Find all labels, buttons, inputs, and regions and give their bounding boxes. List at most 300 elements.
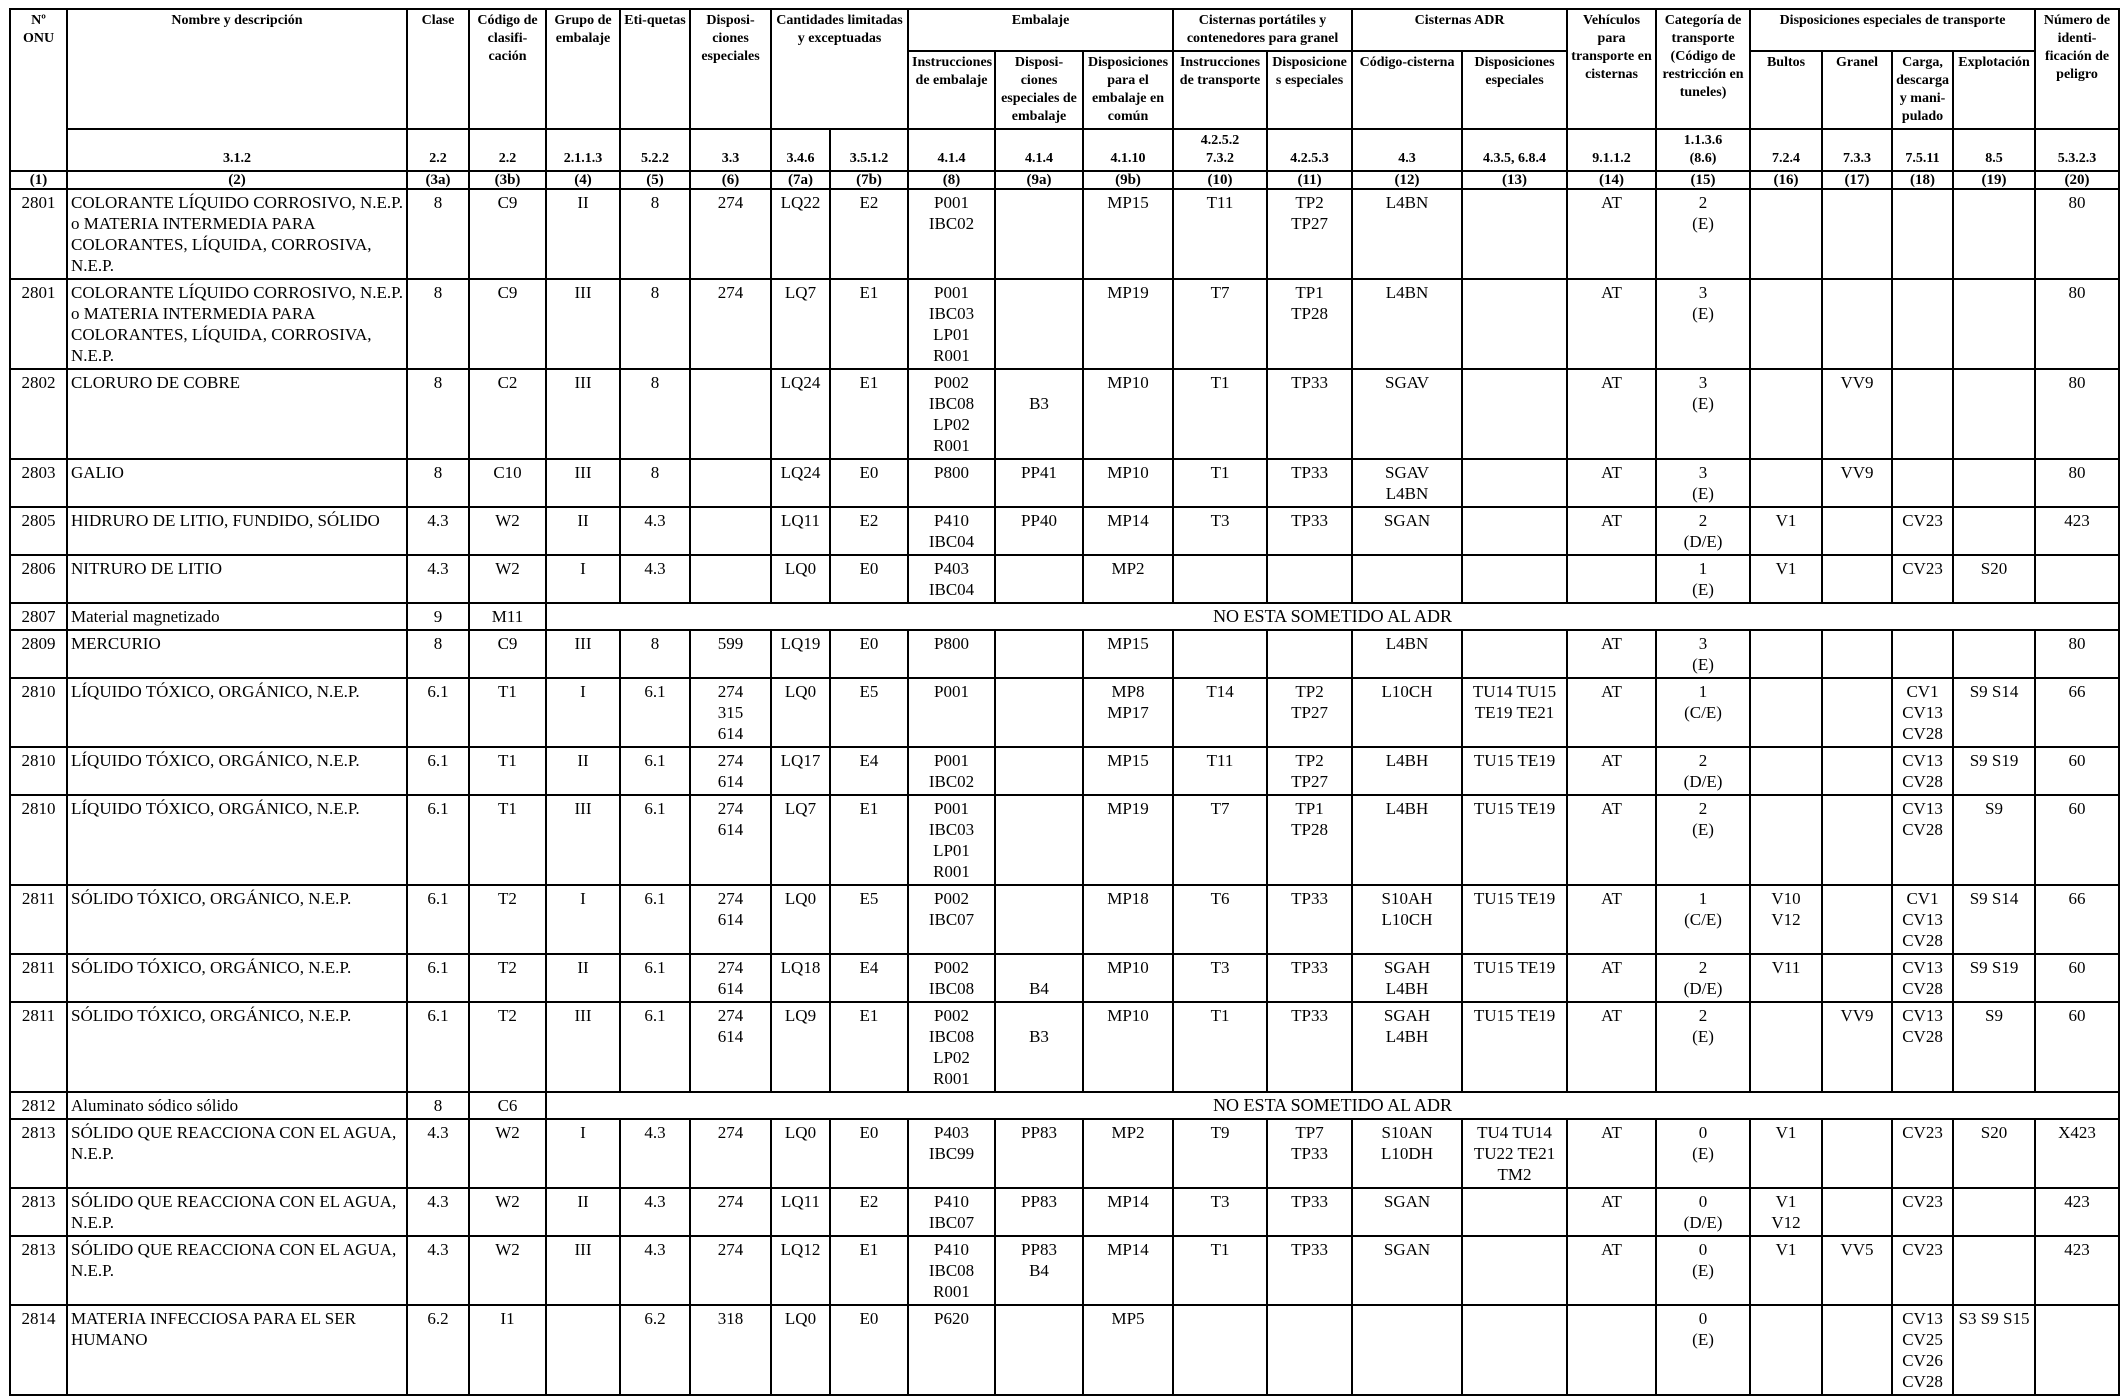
ref-vehicles: 9.1.1.2 — [1567, 129, 1656, 171]
table-cell: TP2 TP27 — [1267, 747, 1352, 795]
table-cell — [995, 747, 1083, 795]
not-subject-notice: NO ESTA SOMETIDO AL ADR — [546, 1092, 2119, 1119]
table-cell: E2 — [830, 1188, 908, 1236]
header-adr-tank-special-title: Disposiciones especiales — [1474, 55, 1555, 88]
table-cell — [1822, 189, 1892, 279]
name-cell: GALIO — [67, 459, 407, 507]
table-cell: MP15 — [1083, 747, 1173, 795]
ref-bulk: 7.3.3 — [1822, 129, 1892, 171]
table-cell: I — [546, 885, 620, 954]
table-cell: T6 — [1173, 885, 1267, 954]
table-cell: LQ22 — [771, 189, 830, 279]
table-cell: 2 (E) — [1656, 1002, 1750, 1092]
un-number-cell: 2812 — [10, 1092, 67, 1119]
header-special-provisions — [690, 9, 771, 129]
header-special-transport-provisions — [1750, 9, 2035, 51]
table-cell — [1462, 279, 1567, 369]
table-cell — [1822, 1119, 1892, 1188]
table-body — [10, 189, 2119, 1395]
name-cell: Aluminato sódico sólido — [67, 1092, 407, 1119]
name-cell: COLORANTE LÍQUIDO CORROSIVO, N.E.P. o MATERIA INTERMEDIA PARA COLORANTES, LÍQUIDA, CORROSIVA, N.E.P. — [67, 189, 407, 279]
column-number: (7b) — [830, 171, 908, 189]
table-cell: PP83 — [995, 1119, 1083, 1188]
table-cell: T1 — [469, 678, 546, 747]
table-cell: 274 — [690, 279, 771, 369]
table-cell: 60 — [2035, 954, 2119, 1002]
table-cell: MP14 — [1083, 1188, 1173, 1236]
table-cell: V11 — [1750, 954, 1822, 1002]
table-cell: TP33 — [1267, 1236, 1352, 1305]
un-number-cell: 2813 — [10, 1236, 67, 1305]
table-cell: S9 — [1953, 1002, 2035, 1092]
table-cell — [690, 555, 771, 603]
header-bulk-title: Granel — [1836, 55, 1879, 70]
table-cell: PP41 — [995, 459, 1083, 507]
table-cell: MP10 — [1083, 369, 1173, 459]
header-packing-special — [995, 51, 1083, 129]
table-cell: I — [546, 1119, 620, 1188]
table-row — [10, 678, 2119, 747]
table-cell: MP19 — [1083, 795, 1173, 885]
table-cell: III — [546, 630, 620, 678]
column-number: (19) — [1953, 171, 2035, 189]
name-cell: MATERIA INFECCIOSA PARA EL SER HUMANO — [67, 1305, 407, 1395]
table-cell: P001 IBC02 — [908, 189, 995, 279]
table-cell — [1750, 459, 1822, 507]
header-limited-quantities — [771, 9, 908, 129]
table-cell: 80 — [2035, 369, 2119, 459]
header-classification-code-title: Código de clasifi-cación — [477, 13, 538, 64]
table-cell — [995, 189, 1083, 279]
un-number-cell: 2813 — [10, 1188, 67, 1236]
table-header — [10, 9, 2119, 189]
table-cell: TP33 — [1267, 459, 1352, 507]
table-row — [10, 885, 2119, 954]
table-cell: 274 614 — [690, 795, 771, 885]
header-mixed-packing — [1083, 51, 1173, 129]
table-cell: SGAH L4BH — [1352, 954, 1462, 1002]
table-cell — [1953, 369, 2035, 459]
table-cell: AT — [1567, 678, 1656, 747]
table-cell — [1892, 189, 1953, 279]
table-cell: T7 — [1173, 795, 1267, 885]
table-cell: C10 — [469, 459, 546, 507]
table-cell: TU14 TU15 TE19 TE21 — [1462, 678, 1567, 747]
table-cell: W2 — [469, 1236, 546, 1305]
table-cell: 8 — [407, 369, 469, 459]
table-cell — [995, 1305, 1083, 1395]
table-cell: B4 — [995, 954, 1083, 1002]
un-number-cell: 2813 — [10, 1119, 67, 1188]
table-cell: III — [546, 1236, 620, 1305]
table-cell: E0 — [830, 459, 908, 507]
un-number-cell: 2811 — [10, 954, 67, 1002]
adr-table-container — [9, 8, 2120, 1396]
un-number-cell: 2814 — [10, 1305, 67, 1395]
table-cell: 4.3 — [407, 555, 469, 603]
un-number-cell: 2801 — [10, 279, 67, 369]
column-number: (4) — [546, 171, 620, 189]
table-cell: TU15 TE19 — [1462, 954, 1567, 1002]
table-cell: W2 — [469, 555, 546, 603]
table-cell: II — [546, 747, 620, 795]
table-cell: L4BN — [1352, 630, 1462, 678]
table-cell — [1750, 678, 1822, 747]
table-cell: T7 — [1173, 279, 1267, 369]
table-cell: 6.1 — [407, 678, 469, 747]
table-cell: MP8 MP17 — [1083, 678, 1173, 747]
header-portable-tanks-title: Cisternas portátiles y contenedores para granel — [1186, 13, 1339, 46]
table-cell: C9 — [469, 630, 546, 678]
header-tank-instructions-title: Instrucciones de transporte — [1179, 55, 1261, 88]
header-tank-code-title: Código-cisterna — [1359, 55, 1455, 70]
header-packing-special-title: Disposi-ciones especiales de embalaje — [1001, 55, 1077, 124]
table-cell: MP14 — [1083, 507, 1173, 555]
table-cell: VV9 — [1822, 369, 1892, 459]
table-cell: 2 (D/E) — [1656, 747, 1750, 795]
table-cell: SGAV — [1352, 369, 1462, 459]
table-cell — [1462, 1188, 1567, 1236]
table-cell: 60 — [2035, 747, 2119, 795]
table-cell — [1953, 1188, 2035, 1236]
table-cell: 274 614 — [690, 954, 771, 1002]
table-cell — [995, 555, 1083, 603]
table-cell: 318 — [690, 1305, 771, 1395]
un-number-cell: 2801 — [10, 189, 67, 279]
table-cell — [1822, 678, 1892, 747]
table-cell: 6.1 — [620, 954, 690, 1002]
table-cell: AT — [1567, 369, 1656, 459]
table-cell: P002 IBC08 — [908, 954, 995, 1002]
table-cell: 4.3 — [407, 1119, 469, 1188]
table-cell: P403 IBC99 — [908, 1119, 995, 1188]
table-cell — [1750, 795, 1822, 885]
table-cell: 599 — [690, 630, 771, 678]
un-number-cell: 2810 — [10, 747, 67, 795]
table-cell: T11 — [1173, 747, 1267, 795]
table-cell: 2 (E) — [1656, 795, 1750, 885]
table-cell — [1750, 1002, 1822, 1092]
table-cell — [1462, 459, 1567, 507]
table-cell: CV13 CV28 — [1892, 954, 1953, 1002]
table-cell: E1 — [830, 1236, 908, 1305]
ref-adr-tank-special: 4.3.5, 6.8.4 — [1462, 129, 1567, 171]
table-cell: 4.3 — [407, 1236, 469, 1305]
column-number: (3b) — [469, 171, 546, 189]
table-cell: T1 — [1173, 459, 1267, 507]
header-tank-code — [1352, 51, 1462, 129]
header-transport-category — [1656, 9, 1750, 129]
table-cell: TU15 TE19 — [1462, 885, 1567, 954]
table-cell: 6.1 — [407, 1002, 469, 1092]
table-cell: 6.1 — [620, 885, 690, 954]
table-cell: V10 V12 — [1750, 885, 1822, 954]
table-cell — [1953, 507, 2035, 555]
table-cell: P800 — [908, 459, 995, 507]
table-cell: MP10 — [1083, 459, 1173, 507]
table-cell: TU15 TE19 — [1462, 1002, 1567, 1092]
table-cell: V1 — [1750, 1119, 1822, 1188]
table-cell: TP2 TP27 — [1267, 678, 1352, 747]
table-cell: AT — [1567, 1236, 1656, 1305]
header-tank-special-title: Disposicione s especiales — [1272, 55, 1347, 88]
header-classification-code — [469, 9, 546, 129]
table-cell: 274 315 614 — [690, 678, 771, 747]
table-cell: CV23 — [1892, 1188, 1953, 1236]
ref-excepted-quantities: 3.5.1.2 — [830, 129, 908, 171]
table-cell: E2 — [830, 189, 908, 279]
table-cell: T14 — [1173, 678, 1267, 747]
name-cell: LÍQUIDO TÓXICO, ORGÁNICO, N.E.P. — [67, 795, 407, 885]
table-cell: C9 — [469, 279, 546, 369]
table-cell: T1 — [469, 747, 546, 795]
table-cell: CV1 CV13 CV28 — [1892, 678, 1953, 747]
table-cell: 0 (E) — [1656, 1119, 1750, 1188]
table-row — [10, 459, 2119, 507]
table-cell — [1822, 507, 1892, 555]
header-operation — [1953, 51, 2035, 129]
table-cell: T2 — [469, 1002, 546, 1092]
table-cell — [1750, 630, 1822, 678]
table-cell: 6.1 — [407, 795, 469, 885]
table-cell — [690, 369, 771, 459]
table-cell: TP1 TP28 — [1267, 795, 1352, 885]
table-cell: C2 — [469, 369, 546, 459]
table-cell: P001 — [908, 678, 995, 747]
ref-tank-code: 4.3 — [1352, 129, 1462, 171]
table-row — [10, 1188, 2119, 1236]
table-cell — [1953, 1236, 2035, 1305]
table-row — [10, 189, 2119, 279]
header-packages — [1750, 51, 1822, 129]
table-cell: 274 614 — [690, 1002, 771, 1092]
name-cell: Material magnetizado — [67, 603, 407, 630]
table-cell — [995, 795, 1083, 885]
table-cell: L4BN — [1352, 279, 1462, 369]
table-cell — [1352, 1305, 1462, 1395]
column-number: (5) — [620, 171, 690, 189]
table-cell: E1 — [830, 369, 908, 459]
table-cell: III — [546, 795, 620, 885]
table-cell: S20 — [1953, 555, 2035, 603]
table-cell — [2035, 555, 2119, 603]
table-cell — [1822, 885, 1892, 954]
ref-operation: 8.5 — [1953, 129, 2035, 171]
table-row — [10, 1092, 2119, 1119]
table-cell: AT — [1567, 507, 1656, 555]
table-row — [10, 1002, 2119, 1092]
table-row — [10, 1305, 2119, 1395]
table-cell — [995, 279, 1083, 369]
table-cell: X423 — [2035, 1119, 2119, 1188]
table-cell — [1750, 1305, 1822, 1395]
table-cell: VV9 — [1822, 1002, 1892, 1092]
table-cell: TP33 — [1267, 507, 1352, 555]
header-tank-special — [1267, 51, 1352, 129]
table-cell — [1822, 1188, 1892, 1236]
table-cell: 8 — [620, 189, 690, 279]
table-cell: 3 (E) — [1656, 369, 1750, 459]
table-cell: 6.1 — [620, 747, 690, 795]
table-cell — [1462, 555, 1567, 603]
table-cell: 4.3 — [620, 1188, 690, 1236]
table-cell — [1750, 369, 1822, 459]
column-number: (18) — [1892, 171, 1953, 189]
table-cell: W2 — [469, 507, 546, 555]
table-cell — [1822, 630, 1892, 678]
table-cell: CV13 CV28 — [1892, 747, 1953, 795]
header-labels — [620, 9, 690, 129]
table-cell — [1462, 630, 1567, 678]
table-cell: TP7 TP33 — [1267, 1119, 1352, 1188]
table-cell: PP83 B4 — [995, 1236, 1083, 1305]
table-cell: P800 — [908, 630, 995, 678]
column-number: (2) — [67, 171, 407, 189]
column-number: (7a) — [771, 171, 830, 189]
table-cell: P002 IBC08 LP02 R001 — [908, 1002, 995, 1092]
column-number: (9a) — [995, 171, 1083, 189]
table-row — [10, 603, 2119, 630]
table-cell: 6.1 — [620, 795, 690, 885]
header-class-title: Clase — [421, 13, 455, 28]
table-cell: SGAN — [1352, 507, 1462, 555]
un-number-cell: 2803 — [10, 459, 67, 507]
name-cell: SÓLIDO TÓXICO, ORGÁNICO, N.E.P. — [67, 954, 407, 1002]
table-cell: E1 — [830, 1002, 908, 1092]
name-cell: SÓLIDO QUE REACCIONA CON EL AGUA, N.E.P. — [67, 1236, 407, 1305]
table-cell: 3 (E) — [1656, 279, 1750, 369]
header-un-number — [10, 9, 67, 171]
table-cell: AT — [1567, 1119, 1656, 1188]
table-cell: SGAV L4BN — [1352, 459, 1462, 507]
table-cell: E4 — [830, 954, 908, 1002]
table-cell: AT — [1567, 1002, 1656, 1092]
table-cell: AT — [1567, 279, 1656, 369]
ref-loading: 7.5.11 — [1892, 129, 1953, 171]
table-cell: M11 — [469, 603, 546, 630]
ref-hazard-number: 5.3.2.3 — [2035, 129, 2119, 171]
adr-dangerous-goods-table — [9, 8, 2120, 1396]
table-cell: S9 S19 — [1953, 747, 2035, 795]
header-packages-title: Bultos — [1766, 55, 1806, 70]
header-special-transport-provisions-title: Disposiciones especiales de transporte — [1779, 13, 2006, 28]
un-number-cell: 2805 — [10, 507, 67, 555]
header-loading — [1892, 51, 1953, 129]
table-cell: 6.1 — [407, 747, 469, 795]
name-cell: HIDRURO DE LITIO, FUNDIDO, SÓLIDO — [67, 507, 407, 555]
ref-packing-special: 4.1.4 — [995, 129, 1083, 171]
table-cell — [995, 885, 1083, 954]
table-cell — [1750, 279, 1822, 369]
table-cell: III — [546, 459, 620, 507]
header-hazard-number-title: Número de identi-ficación de peligro — [2043, 13, 2111, 82]
table-row — [10, 795, 2119, 885]
table-cell: 66 — [2035, 678, 2119, 747]
table-cell: AT — [1567, 747, 1656, 795]
table-cell: 0 (E) — [1656, 1305, 1750, 1395]
column-number: (17) — [1822, 171, 1892, 189]
table-cell — [1567, 1305, 1656, 1395]
table-cell: AT — [1567, 954, 1656, 1002]
table-cell: T11 — [1173, 189, 1267, 279]
column-number: (3a) — [407, 171, 469, 189]
table-cell: LQ12 — [771, 1236, 830, 1305]
table-row — [10, 507, 2119, 555]
table-cell: TP1 TP28 — [1267, 279, 1352, 369]
table-row — [10, 1119, 2119, 1188]
table-cell: CV13 CV28 — [1892, 1002, 1953, 1092]
table-cell: 8 — [407, 189, 469, 279]
table-cell: 8 — [620, 369, 690, 459]
table-cell: PP40 — [995, 507, 1083, 555]
table-cell — [1892, 369, 1953, 459]
table-cell — [995, 630, 1083, 678]
table-cell: LQ0 — [771, 678, 830, 747]
not-subject-notice: NO ESTA SOMETIDO AL ADR — [546, 603, 2119, 630]
table-cell — [1953, 189, 2035, 279]
table-cell: 8 — [620, 459, 690, 507]
table-cell: MP19 — [1083, 279, 1173, 369]
table-cell — [1822, 555, 1892, 603]
table-cell — [1462, 189, 1567, 279]
table-cell: CV23 — [1892, 1119, 1953, 1188]
table-cell: 274 — [690, 1236, 771, 1305]
table-cell: 3 (E) — [1656, 459, 1750, 507]
table-cell: MP2 — [1083, 555, 1173, 603]
table-cell: 4.3 — [407, 507, 469, 555]
table-cell: 1 (E) — [1656, 555, 1750, 603]
table-cell: LQ24 — [771, 459, 830, 507]
table-cell: LQ19 — [771, 630, 830, 678]
table-cell — [1822, 1305, 1892, 1395]
table-cell: II — [546, 507, 620, 555]
table-cell: III — [546, 1002, 620, 1092]
un-number-cell: 2806 — [10, 555, 67, 603]
table-cell: 8 — [407, 1092, 469, 1119]
column-number: (8) — [908, 171, 995, 189]
table-cell — [1892, 279, 1953, 369]
table-cell: TP33 — [1267, 885, 1352, 954]
ref-class: 2.2 — [407, 129, 469, 171]
table-cell: 80 — [2035, 630, 2119, 678]
table-cell: E0 — [830, 630, 908, 678]
header-packaging-title: Embalaje — [1011, 13, 1070, 28]
table-cell: S9 S14 — [1953, 885, 2035, 954]
header-special-provisions-title: Disposi-ciones especiales — [701, 13, 760, 64]
name-cell: SÓLIDO QUE REACCIONA CON EL AGUA, N.E.P. — [67, 1119, 407, 1188]
column-number: (6) — [690, 171, 771, 189]
table-cell — [690, 459, 771, 507]
table-cell: 8 — [620, 279, 690, 369]
table-cell — [1173, 630, 1267, 678]
ref-labels: 5.2.2 — [620, 129, 690, 171]
table-cell: L4BH — [1352, 747, 1462, 795]
table-cell: SGAN — [1352, 1236, 1462, 1305]
table-cell: 6.1 — [407, 885, 469, 954]
header-bulk — [1822, 51, 1892, 129]
table-cell: CV1 CV13 CV28 — [1892, 885, 1953, 954]
table-cell: LQ0 — [771, 1305, 830, 1395]
column-number: (14) — [1567, 171, 1656, 189]
table-cell — [1953, 459, 2035, 507]
table-cell: L4BN — [1352, 189, 1462, 279]
table-cell: P620 — [908, 1305, 995, 1395]
table-cell: E1 — [830, 795, 908, 885]
table-cell: L4BH — [1352, 795, 1462, 885]
table-cell — [1173, 1305, 1267, 1395]
table-cell — [1267, 1305, 1352, 1395]
table-cell: 3 (E) — [1656, 630, 1750, 678]
